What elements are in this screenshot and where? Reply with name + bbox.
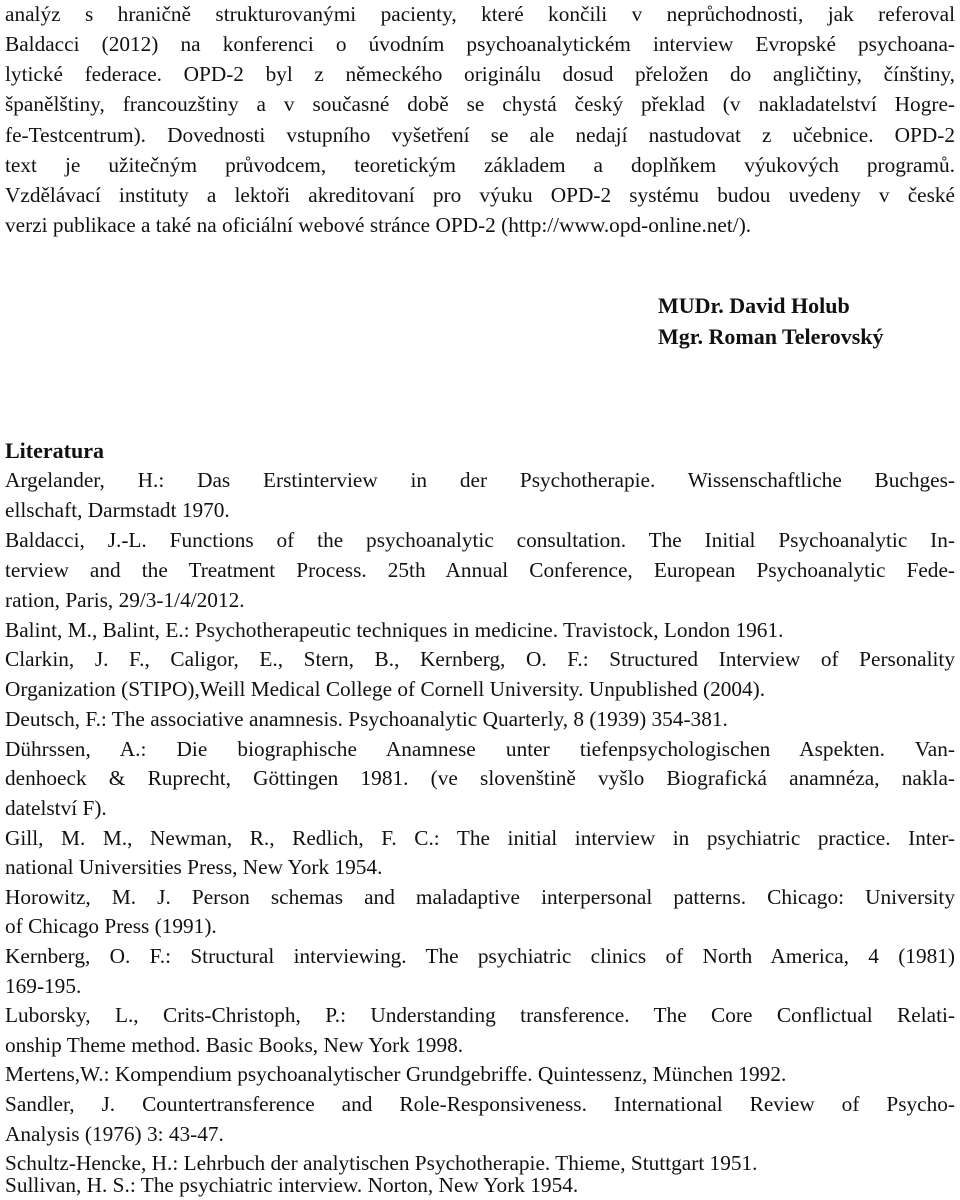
reference-line: Gill, M. M., Newman, R., Redlich, F. C.: The initial interview in psychiatric practice. Inter- xyxy=(5,826,955,850)
reference-line: Dührssen, A.: Die biographische Anamnese unter tiefenpsychologischen Aspekten. Van- xyxy=(5,737,955,761)
reference-line: Horowitz, M. J. Person schemas and maladaptive interpersonal patterns. Chicago: University xyxy=(5,885,955,909)
reference-line: denhoeck & Ruprecht, Göttingen 1981. (ve slovenštině vyšlo Biografická anamnéza, nakla- xyxy=(5,766,955,790)
reference-line: national Universities Press, New York 1954. xyxy=(5,855,383,879)
body-line: fe-Testcentrum). Dovednosti vstupního vyšetření se ale nedají nastudovat z učebnice. OPD-2 xyxy=(5,123,955,147)
reference-line: Luborsky, L., Crits-Christoph, P.: Understanding transference. The Core Conflictual Relati- xyxy=(5,1003,955,1027)
literature-heading: Literatura xyxy=(5,438,104,463)
reference-line: of Chicago Press (1991). xyxy=(5,914,217,938)
reference-line: Analysis (1976) 3: 43-47. xyxy=(5,1122,224,1146)
reference-line: Mertens,W.: Kompendium psychoanalytischer Grundgebriffe. Quintessenz, München 1992. xyxy=(5,1062,787,1086)
reference-line: Deutsch, F.: The associative anamnesis. Psychoanalytic Quarterly, 8 (1939) 354-381. xyxy=(5,707,728,731)
reference-line: ellschaft, Darmstadt 1970. xyxy=(5,498,230,522)
reference-line: Schultz-Hencke, H.: Lehrbuch der analytischen Psychotherapie. Thieme, Stuttgart 1951. xyxy=(5,1151,758,1175)
reference-line: Sandler, J. Countertransference and Role-Responsiveness. International Review of Psycho- xyxy=(5,1092,955,1116)
reference-line: Baldacci, J.-L. Functions of the psychoanalytic consultation. The Initial Psychoanalytic In- xyxy=(5,528,955,552)
reference-line: onship Theme method. Basic Books, New York 1998. xyxy=(5,1033,464,1057)
reference-line: terview and the Treatment Process. 25th Annual Conference, European Psychoanalytic Fede- xyxy=(5,558,955,582)
reference-line: Organization (STIPO),Weill Medical College of Cornell University. Unpublished (2004). xyxy=(5,677,766,701)
reference-line: Argelander, H.: Das Erstinterview in der Psychotherapie. Wissenschaftliche Buchges- xyxy=(5,468,955,492)
body-line: text je užitečným průvodcem, teoretickým základem a doplňkem výukových programů. xyxy=(5,153,955,177)
reference-line: Sullivan, H. S.: The psychiatric interview. Norton, New York 1954. xyxy=(5,1173,579,1197)
reference-line: Clarkin, J. F., Caligor, E., Stern, B., Kernberg, O. F.: Structured Interview of Personality xyxy=(5,647,955,671)
reference-line: ration, Paris, 29/3-1/4/2012. xyxy=(5,588,245,612)
author-name: Mgr. Roman Telerovský xyxy=(658,324,884,349)
reference-line: 169-195. xyxy=(5,974,82,998)
body-line: verzi publikace a také na oficiální webové stránce OPD-2 (http://www.opd-online.net/). xyxy=(5,213,752,237)
body-line: Baldacci (2012) na konferenci o úvodním psychoanalytickém interview Evropské psychoana- xyxy=(5,32,955,56)
body-line: lytické federace. OPD-2 byl z německého originálu dosud přeložen do angličtiny, čínštiny, xyxy=(5,62,955,86)
author-name: MUDr. David Holub xyxy=(658,293,850,318)
body-line: Vzdělávací instituty a lektoři akreditovaní pro výuku OPD-2 systému budou uvedeny v české xyxy=(5,183,955,207)
body-line: analýz s hraničně strukturovanými pacienty, které končili v neprůchodnosti, jak referoval xyxy=(5,2,955,26)
reference-line: Kernberg, O. F.: Structural interviewing. The psychiatric clinics of North America, 4 (1981) xyxy=(5,944,955,968)
body-line: španělštiny, francouzštiny a v současné době se chystá český překlad (v nakladatelství Hogre- xyxy=(5,92,955,116)
reference-line: Balint, M., Balint, E.: Psychotherapeutic techniques in medicine. Travistock, London 1961. xyxy=(5,618,784,642)
reference-line: datelství F). xyxy=(5,796,107,820)
